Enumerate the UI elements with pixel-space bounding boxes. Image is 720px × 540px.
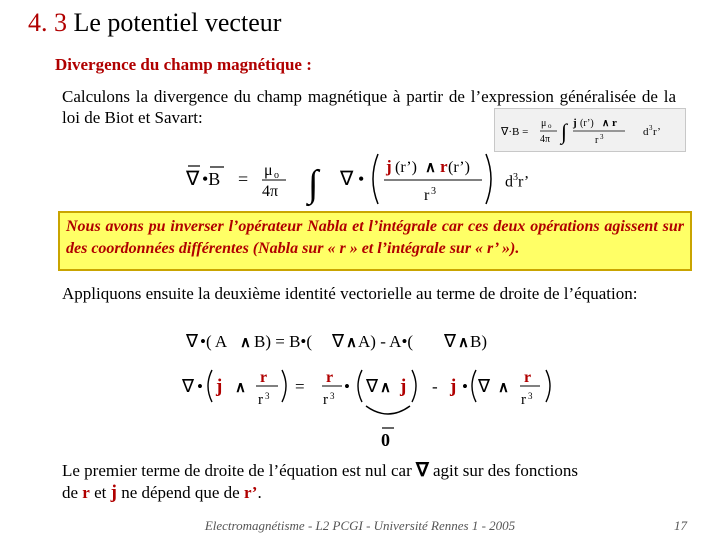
conclusion-part-2: agit sur des fonctions [432,461,578,480]
small-eq-integral: ∫ [561,119,568,144]
equals-sign: = [238,169,249,189]
r-cubed: r [424,187,430,204]
exp-nabla: ∇ [182,376,195,396]
identity-nabla-3: ∇ [444,331,457,351]
dot-operator: • [358,169,365,189]
conclusion-part-4: et [94,483,107,502]
small-eq-r3-exp: 3 [600,133,604,141]
exp-r-1: r [260,369,268,386]
exp-nabla-3: ∇ [478,376,491,396]
small-eq-4pi: 4π [540,134,551,145]
exp-r3-3: r [521,392,526,408]
small-eq-d-exp: 3 [649,124,653,132]
highlighted-note: Nous avons pu inverser l’opérateur Nabla et l’intégrale car ces deux opérations agissent sur des coordonnées différentes (Nabla sur « r » et l’intégrale sur « r’ »). [58,211,692,271]
exp-dot: • [197,377,203,396]
identity-wedge-1: ∧ [240,335,251,351]
conclusion-part-1: Le premier terme de droite de l’équation est nul car [62,461,412,480]
zero-vector: 0 [381,430,390,450]
identity-nabla-2: ∇ [332,331,345,351]
d3r-r: r’ [518,173,530,191]
integral-sign: ∫ [308,163,319,205]
mu-subscript: o [274,170,279,181]
small-eq-wedge: ∧ [602,118,610,129]
exp-r3-exp-3: 3 [528,391,533,401]
conclusion-period: . [257,483,262,502]
identity-nabla-1: ∇ [186,331,199,351]
nabla-symbol: ∇ [186,168,200,190]
exp-wedge-3: ∧ [498,380,509,396]
vector-identity [0,325,720,357]
exp-equals: = [295,377,305,396]
exp-wedge-1: ∧ [235,380,246,396]
expansion-equation [180,360,560,455]
d3r-exponent: 3 [513,172,518,183]
exp-minus: - [432,377,438,396]
nabla-symbol-2: ∇ [340,168,354,190]
exp-r3-exp-2: 3 [330,391,335,401]
d3r-d: d [505,173,513,191]
conclusion-paragraph [62,460,682,504]
mu-symbol: μ [264,162,273,179]
conclusion-part-3: de [62,483,79,502]
identity-part-2: B) = B•( [254,332,313,351]
small-eq-j: j [573,117,577,129]
small-eq-j-arg: (r’) [580,118,594,129]
dot-b: •B [202,169,221,189]
intro-paragraph: Calculons la divergence du champ magnétique à partir de l’expression généralisée de la loi de Biot et Savart: [62,87,676,127]
divergence-equation [180,150,520,208]
exp-r3-1: r [258,392,263,408]
identity-part-3: A) - A•( [358,332,414,351]
exp-left-bracket-3 [472,370,476,402]
j-vector: j [386,157,392,176]
exp-dot-2: • [344,377,350,396]
small-eq-mu: μ [541,118,547,129]
left-bracket [373,154,378,204]
j-argument: (r’) [395,159,417,176]
four-pi: 4π [262,183,279,200]
d3r-element [505,172,529,191]
small-eq-lhs: ∇·B = [501,126,529,138]
expansion-equation-svg [180,360,560,455]
exp-j-3: j [450,376,457,397]
identity-part-1: •( A [200,332,228,351]
exp-r-3: r [524,369,532,386]
identity-wedge-3: ∧ [458,335,469,351]
slide-title [28,8,281,38]
conclusion-r-prime: r’ [243,483,258,502]
small-eq-mu-sub: o [548,122,552,130]
exp-right-bracket-2 [412,370,416,402]
identity-part-4: B) [470,332,487,351]
conclusion-j: j [110,482,117,503]
vector-identity-svg [0,325,720,357]
divergence-equation-svg [180,150,520,208]
exp-right-bracket-3 [546,370,550,402]
r-argument: (r’) [448,159,470,176]
section-heading: Divergence du champ magnétique : [55,55,312,74]
exp-left-bracket-2 [358,370,362,402]
underbrace [366,406,410,414]
exp-right-bracket-1 [282,370,286,402]
exp-dot-3: • [462,377,468,396]
subsection-number: 3 [54,8,67,37]
exp-r3-exp-1: 3 [265,391,270,401]
small-eq-d-r: r’ [653,126,661,138]
biot-savart-reference-equation [494,108,686,152]
small-eq-d: d [643,126,649,138]
exp-r3-2: r [323,392,328,408]
section-number: 4. [28,8,48,37]
exp-left-bracket-1 [208,370,212,402]
slide-title-text: Le potentiel vecteur [73,8,282,37]
wedge-symbol: ∧ [425,160,436,176]
conclusion-r: r [82,483,90,502]
biot-savart-reference-svg [495,109,685,151]
right-bracket [486,154,491,204]
exp-r-2: r [326,369,334,386]
exp-wedge-2: ∧ [380,380,391,396]
conclusion-part-5: ne dépend que de [121,483,240,502]
apply-paragraph: Appliquons ensuite la deuxième identité vectorielle au terme de droite de l’équation: [62,284,638,303]
exp-nabla-2: ∇ [366,376,379,396]
conclusion-nabla: ∇ [416,460,429,481]
exp-j-2: j [400,376,407,397]
r-cubed-exponent: 3 [431,186,436,197]
small-eq-r: r [612,117,617,129]
exp-j-1: j [216,376,223,397]
small-eq-r3: r [595,135,599,146]
slide-footer: Electromagnétisme - L2 PCGI - Université Rennes 1 - 2005 [204,518,516,533]
identity-wedge-2: ∧ [346,335,357,351]
page-number: 17 [674,518,687,533]
r-vector: r [440,157,448,176]
